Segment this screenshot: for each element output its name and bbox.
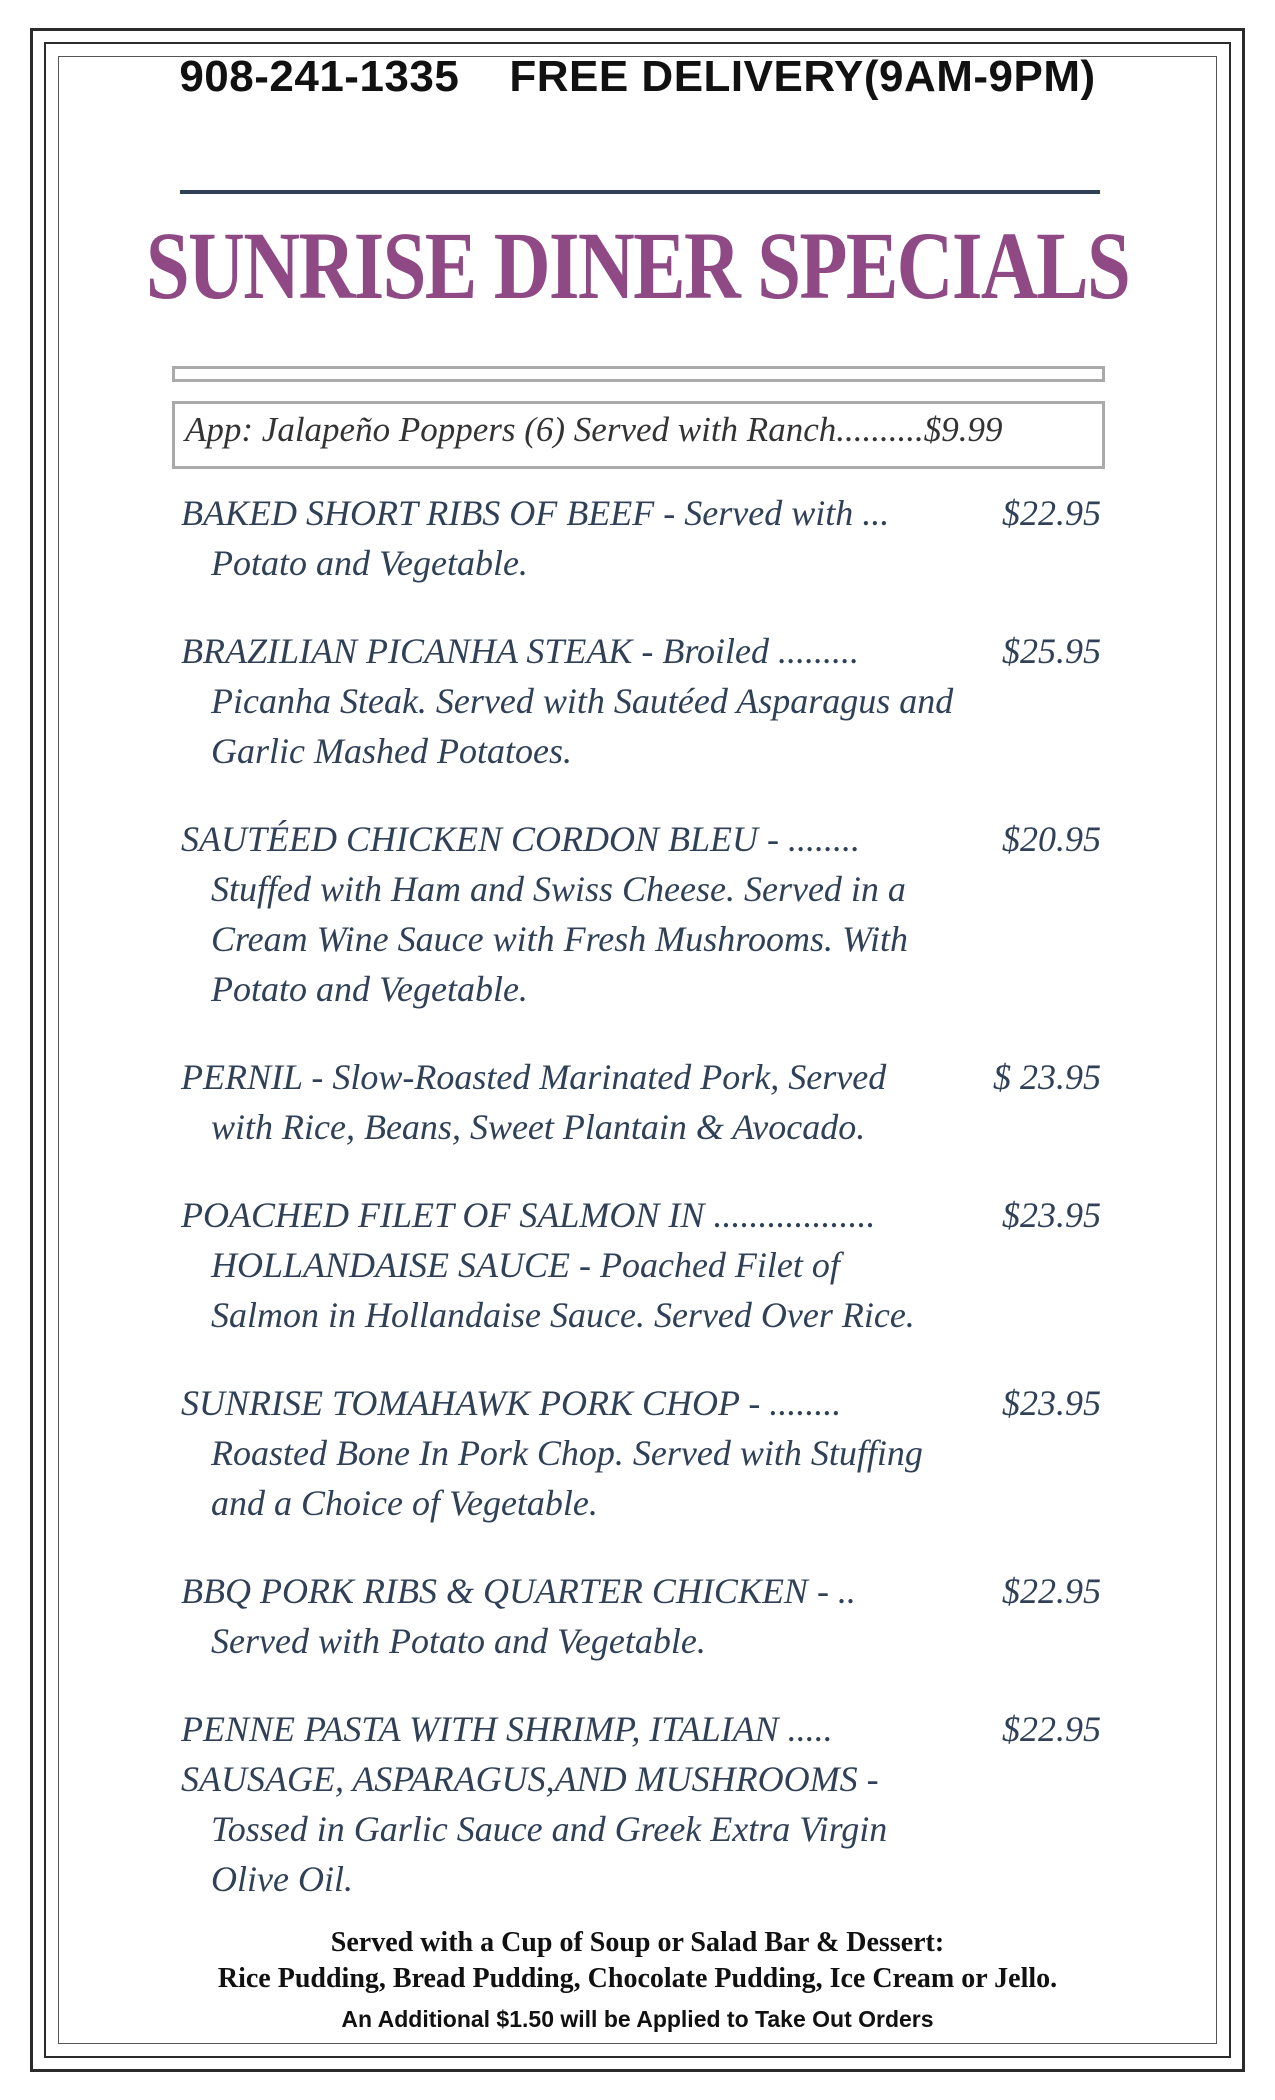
menu-item-description [181, 1478, 1101, 1528]
menu-item-name [181, 1566, 1101, 1616]
menu-item-text: BBQ PORK RIBS & QUARTER CHICKEN - .. [181, 1571, 856, 1611]
delivery-info: FREE DELIVERY(9AM-9PM) [509, 52, 1096, 101]
menu-item-price: $25.95 [1002, 631, 1101, 671]
menu-item-text: with Rice, Beans, Sweet Plantain & Avocado. [211, 1107, 866, 1147]
footer-served-with: Served with a Cup of Soup or Salad Bar & Dessert: [330, 1927, 945, 1958]
menu-item-text: HOLLANDAISE SAUCE - Poached Filet of [211, 1245, 840, 1285]
menu-item-name [181, 1704, 1101, 1754]
menu-item-text: Tossed in Garlic Sauce and Greek Extra Virgin [211, 1809, 888, 1849]
menu-item-name [181, 626, 1101, 676]
menu-item-text: Served with Potato and Vegetable. [211, 1621, 706, 1661]
menu-item-description [181, 864, 1101, 914]
menu-item [181, 626, 1101, 776]
menu-item-text: Salmon in Hollandaise Sauce. Served Over Rice. [211, 1295, 915, 1335]
menu-item-price: $ 23.95 [993, 1057, 1101, 1097]
menu-item-text: Roasted Bone In Pork Chop. Served with Stuffing [211, 1433, 923, 1473]
menu-item-description [181, 1240, 1101, 1290]
menu-item-description [181, 914, 1101, 964]
menu-item-price: $23.95 [1002, 1383, 1101, 1423]
menu-item [181, 1704, 1101, 1904]
menu-item-name [181, 1052, 1101, 1102]
menu-item-text: Olive Oil. [211, 1859, 353, 1899]
menu-item-description [181, 1102, 1101, 1152]
menu-item-text: Picanha Steak. Served with Sautéed Asparagus and [211, 681, 954, 721]
menu-list [181, 488, 1101, 1942]
menu-item-price: $22.95 [1002, 493, 1101, 533]
menu-item [181, 1566, 1101, 1666]
menu-item-description [181, 1290, 1101, 1340]
menu-item-text: and a Choice of Vegetable. [211, 1483, 598, 1523]
menu-item-description [181, 1854, 1101, 1904]
menu-item [181, 1052, 1101, 1152]
menu-item-text: Garlic Mashed Potatoes. [211, 731, 572, 771]
menu-item-text: BAKED SHORT RIBS OF BEEF - Served with ... [181, 493, 890, 533]
menu-item-description [181, 538, 1101, 588]
menu-item [181, 488, 1101, 588]
phone-number: 908-241-1335 [179, 52, 460, 101]
menu-item-description [181, 1616, 1101, 1666]
menu-item-text: BRAZILIAN PICANHA STEAK - Broiled ......... [181, 631, 859, 671]
menu-item-description [181, 1428, 1101, 1478]
menu-item-price: $22.95 [1002, 1709, 1101, 1749]
menu-item-text: PENNE PASTA WITH SHRIMP, ITALIAN ..... [181, 1709, 833, 1749]
menu-item-name [181, 1190, 1101, 1240]
menu-item-name [181, 1378, 1101, 1428]
menu-item [181, 814, 1101, 1014]
footer-takeout-note: An Additional $1.50 will be Applied to Take Out Orders [341, 2006, 934, 2032]
menu-item-text: Potato and Vegetable. [211, 543, 528, 583]
menu-item-description [181, 1754, 1101, 1804]
page-title: SUNRISE DINER SPECIALS [145, 212, 1130, 319]
menu-item-name [181, 488, 1101, 538]
divider-box [172, 366, 1105, 382]
menu-item-description [181, 726, 1101, 776]
menu-item-text: PERNIL - Slow-Roasted Marinated Pork, Served [181, 1057, 887, 1097]
menu-item-price: $23.95 [1002, 1195, 1101, 1235]
menu-item-text: POACHED FILET OF SALMON IN .................. [181, 1195, 876, 1235]
menu-item-price: $20.95 [1002, 819, 1101, 859]
menu-item-description [181, 964, 1101, 1014]
menu-item-description [181, 1804, 1101, 1854]
header-line [0, 52, 1275, 102]
menu-item-text: Cream Wine Sauce with Fresh Mushrooms. With [211, 919, 908, 959]
menu-item-text: SAUSAGE, ASPARAGUS,AND MUSHROOMS - [181, 1759, 879, 1799]
menu-item-text: SUNRISE TOMAHAWK PORK CHOP - ........ [181, 1383, 842, 1423]
menu-item-text: Potato and Vegetable. [211, 969, 528, 1009]
appetizer-box: App: Jalapeño Poppers (6) Served with Ranch..........$9.99 [172, 401, 1105, 469]
menu-item-description [181, 676, 1101, 726]
menu-item-text: SAUTÉED CHICKEN CORDON BLEU - ........ [181, 819, 861, 859]
menu-item-price: $22.95 [1002, 1571, 1101, 1611]
menu-item [181, 1378, 1101, 1528]
menu-item-name [181, 814, 1101, 864]
divider-line [180, 190, 1100, 194]
menu-item-text: Stuffed with Ham and Swiss Cheese. Served in a [211, 869, 906, 909]
footer-desserts: Rice Pudding, Bread Pudding, Chocolate Pudding, Ice Cream or Jello. [217, 1963, 1058, 1994]
menu-item [181, 1190, 1101, 1340]
